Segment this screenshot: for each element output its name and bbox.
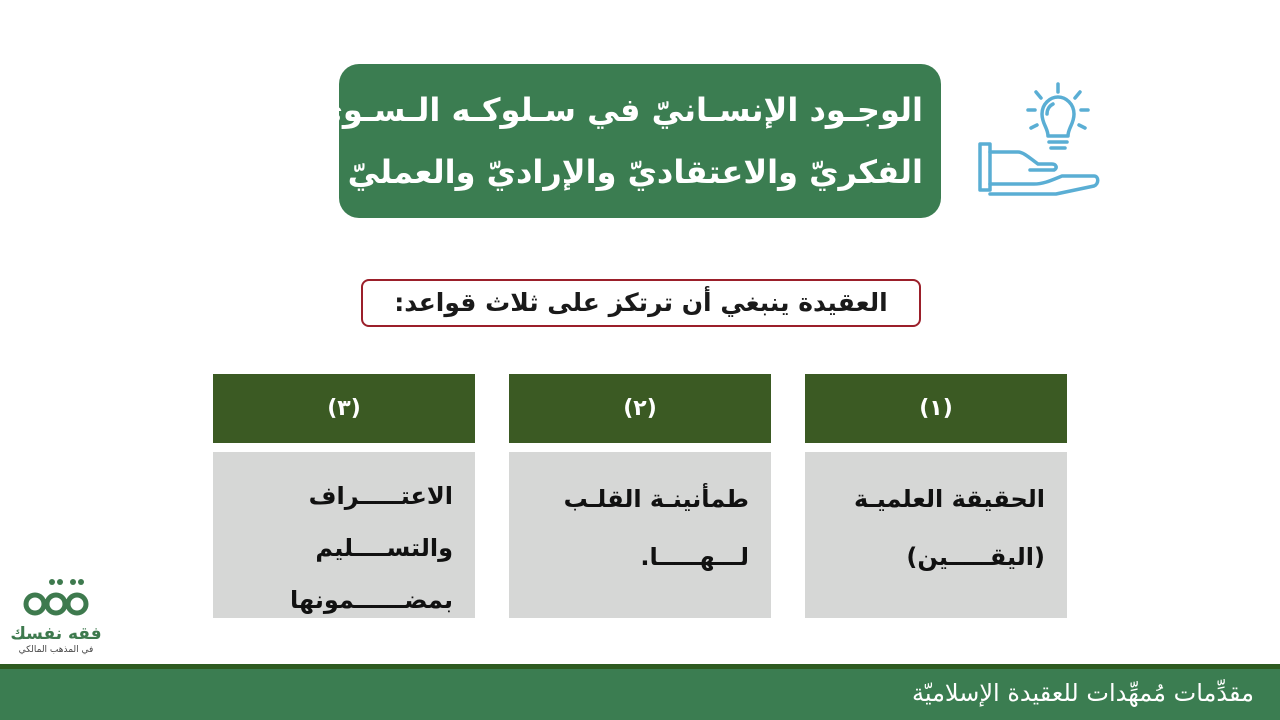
column-3-line-3: بمضــــــمونها: [290, 586, 453, 614]
subtitle-box: العقيدة ينبغي أن ترتكز على ثلاث قواعد:: [361, 279, 921, 327]
column-2-body: [509, 452, 771, 618]
title-line-1: الوجـود الإنسـانيّ في سـلوكـه الـسـويّ: [313, 91, 923, 129]
logo-name: فقه نفسك: [10, 624, 102, 644]
column-2-line-1: طمأنينـة القلـب: [563, 485, 749, 513]
column-2-header: (٢): [509, 374, 771, 443]
column-2-line-2: لـــهـــــا.: [640, 543, 749, 571]
column-3-header: (٣): [213, 374, 475, 443]
column-1-line-2: (اليقـــــين): [906, 543, 1045, 571]
column-1-header: (١): [805, 374, 1067, 443]
title-banner: [313, 64, 941, 218]
footer-text: مقدِّمات مُمهِّدات للعقيدة الإسلاميّة: [911, 679, 1254, 707]
title-line-2: الفكريّ والاعتقاديّ والإراديّ والعمليّ: [347, 153, 923, 191]
column-3-body: [213, 452, 475, 618]
logo-subtitle: في المذهب المالكي: [18, 645, 94, 655]
footer-bar: [0, 669, 1280, 720]
column-3-line-2: والتســــليم: [315, 534, 453, 562]
brand-logo: [8, 570, 104, 664]
lightbulb-hand-icon: [972, 80, 1104, 198]
logo-mark-icon: [21, 570, 91, 620]
column-1-body: [805, 452, 1067, 618]
column-3-line-1: الاعتـــــراف: [308, 482, 453, 510]
column-1-line-1: الحقيقة العلميـة: [853, 485, 1045, 513]
